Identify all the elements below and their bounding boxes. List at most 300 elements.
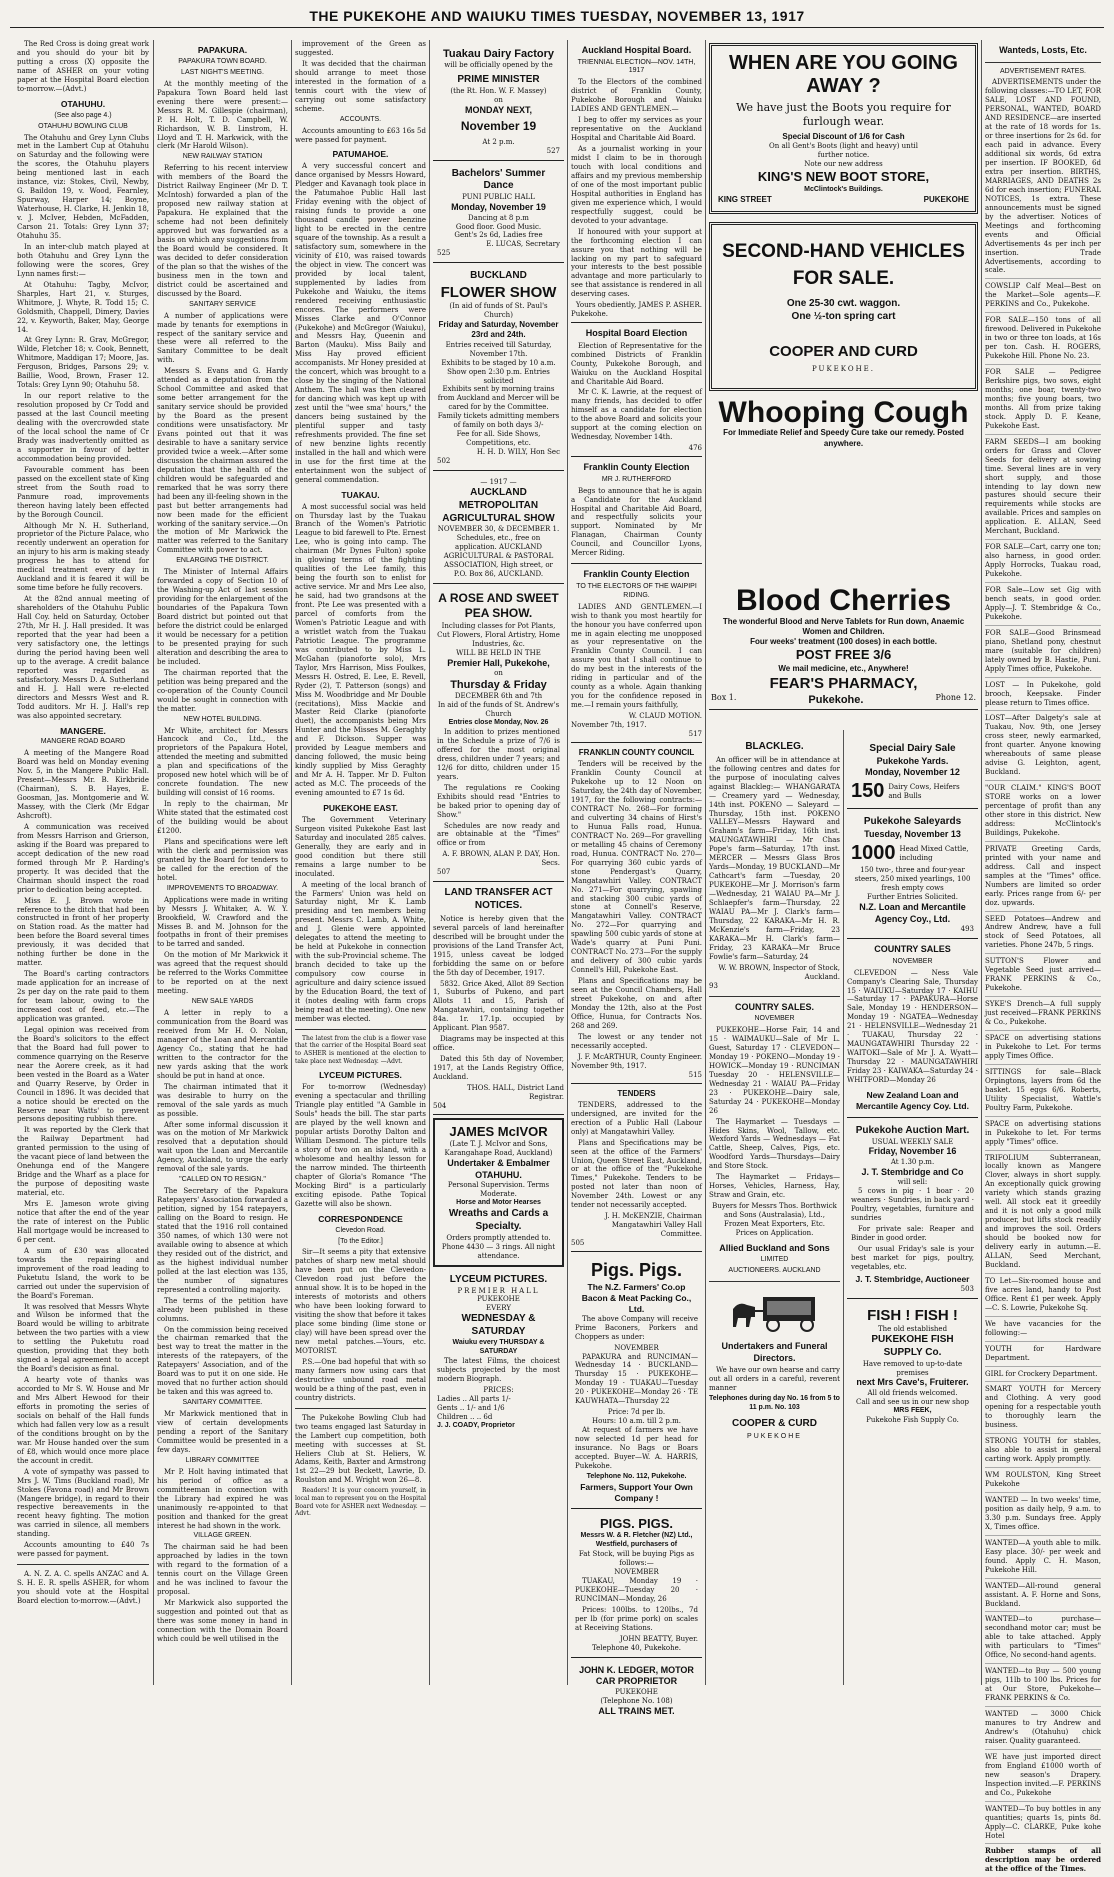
- article-paragraph: At the 82nd annual meeting of shareholders of the Otahuhu Public Hall Coy. held on Saturday, October 27th, Mr H. J. Hall presided. It was reported that the year had been a very satisfactory one, the lettings during the period having been well up to the average. A credit balance reported was regarded as satisfactory. Messrs D. A. Sutherland and H. J. Hall were re-elected directors and Messrs West and R. Todd auditors. Mr H. J. Hall's rep was also appointed secretary.: [17, 595, 149, 720]
- article-paragraph: At Grey Lynn: R. Grav, McGregor, Wilde, Fletcher 18; v. Cook, Bennett, Whitmore, Maddigan 17; Moore, Jas. Ferguson, Bridges, Parsons 29; v. Baillie, Wood, Brown, Fraser 12. Totals: Grey Lynn 90; Otahuhu 58.: [17, 336, 149, 390]
- classified-ad: TO Let—Six-roomed house and five acres land, handy to Post Office. Rent £1 per week. Apply—C. S. Lowrie, Pukekohe Sq.: [985, 1277, 1101, 1317]
- advert-title: FLOWER SHOW: [440, 284, 557, 302]
- advert-date: Thursday & Friday: [450, 679, 547, 692]
- advert-text: We mail medicine, etc., Anywhere!: [778, 663, 909, 673]
- classified-ad: FOR SALE—Good Brinsmead piano, Shetland pony, chestnut mare (suitable for children) lately owned by B. Hastie, Puni. Apply Times office, Pukekohe.: [985, 629, 1101, 678]
- advert-text: MONDAY NEXT,: [464, 104, 533, 115]
- advert-text: PRICES:: [483, 1385, 514, 1394]
- subheading: NEW SALE YARDS: [191, 998, 254, 1006]
- advert-text: W. CLAUD MOTION.: [628, 712, 702, 721]
- advert-text: Telephones during day No. 16 from 5 to 11 p.m. No. 103: [709, 1395, 840, 1412]
- classified-ad: COWSLIP Calf Meal—Best on the Market—Sole agents—F. PERKINS and Co., Pukekohe.: [985, 282, 1101, 313]
- advert-text: PUKEKOHE FISH SUPPLY Co.: [871, 1333, 954, 1358]
- advert-text: Dated this 5th day of November, 1917, at the Lands Registry Office, Auckland.: [433, 1055, 564, 1082]
- column-classifieds: [982, 40, 1104, 1874]
- article-paragraph: The Government Veterinary Surgeon visited Pukekohe East last Saturday and inoculated 285 calves. Generally, they are early and in good condition but there still remains a large number to be inoculated.: [295, 815, 426, 878]
- article-paragraph: P.S.—One bad hopeful that with so many farmers now using cars that destructive unbound road metal would be a thing of the past, even in country districts.: [295, 1357, 426, 1402]
- advert-number: 1000: [851, 841, 896, 864]
- advert-text: TENDERS, addressed to the undersigned, are invited for the erection of a Public Hall (Labour only) at Mangatawhiri Valley.: [571, 1100, 702, 1136]
- subheading: (See also page 4.): [54, 111, 112, 119]
- advert-text: TRIENNIAL ELECTION—NOV. 14TH, 1917: [577, 58, 696, 75]
- advert-text: CLEVEDON — Ness Vale Company's Clearing Sale, Thursday 15 · WAIUKU—Saturday 17 · KAIHU—Saturday 17 · PAPAKURA—Horse Sale, Monday 19 · HENDERSON—Monday 19 · NGATEA—Wednesday 21 · HELENSVILLE—Wednesday 21 · TUAKAU, Thursday 22 · MAUNGATAWHIRI Thursday 22 · WAITOKI—Sale of Mr J. A. Wyatt—Thursday 22 · MAUNGATAWHIRI Friday 23 · KAIWAKA—Saturday 24 · WHITFORD—Monday 26: [847, 968, 978, 1085]
- classified-ad: GIRL for Crockery Department.: [985, 1370, 1101, 1383]
- advert-text: I beg to offer my services as your representative on the Auckland Hospital and Charitable Aid Board.: [571, 116, 702, 143]
- advert-text: At request of farmers we have now selected 1d per head for insurance. No Bags or Boars accepted. Buyer—W. A. HARRIS, Pukekohe.: [575, 1426, 698, 1470]
- advert-title: Tuakau Dairy Factory: [442, 48, 555, 60]
- article-paragraph: The latest from the club is a flower vase that the carrier of the Hospital Board seat to ASHER is mentioned at the election to take place next Wednesday. —Advt.: [295, 1034, 426, 1065]
- franklin-council-tenders: [571, 748, 702, 1084]
- subheading: NEW HOTEL BUILDING.: [183, 715, 262, 723]
- subheading: Clevedon Road.: [335, 1226, 386, 1234]
- article-paragraph: Miss E. J. Brown wrote in reference to the ditch that had been constructed in front of her property on Station road. As the matter had been before the Board several times previously, it was decided that nothing further be done in the matter.: [17, 896, 149, 968]
- advert-date: Friday, November 16: [868, 1146, 957, 1157]
- divider: [709, 996, 840, 997]
- advert-ref: 515: [688, 1070, 702, 1079]
- advert-text: Dairy Cows, Heifers and Bulls: [888, 782, 960, 800]
- advert-text: Plans and Specifications may be seen at the office of the Farmers' Union, Queen Street East, Auckland, or at the office of the "Pukekohe Times," Pukekohe. Tenders to be posted not later than noon of November 24th. Lowest or any tender not necessarily accepted.: [571, 1138, 702, 1210]
- article-paragraph: At Otahuhu: Tagby, McIvor, Sharples, Hart 21, v. Sturges, Whitmore, J. Whyte, R. Todd 15; C. Goldsmith, Chappell, Dimery, Davies 22, v. Keyworth, Baker, May, George 14.: [17, 280, 149, 334]
- fish-supply-advert: [847, 1302, 978, 1429]
- article-paragraph: A communication was received from Messrs Harrison and Grierson, asking if the Board was prepared to accept dedication of the new road formed through Mr P. Harding's property. It was decided that the Chairman should inspect the road prior to dedication being accepted.: [17, 822, 149, 894]
- classified-ad: WANTED—to purchase—secondhand motor car; must be able to take attached. Apply with particulars to "Times" Office, No second-hand agents.: [985, 1615, 1101, 1664]
- article-paragraph: Messrs S. Evans and G. Hardy attended as a deputation from the School Committee and asked that some better arrangement for the sanitary service should be provided by the Board as the present conditions were unsatisfactory. Mr Evans pointed out that it was desirable to have a sanitary service provided twice a week.—After some discussion the chairman assured the deputation that the health of the children would be safeguarded and remarked that he was sorry there had been any ill-feeling shown in the past but better arrangements had now been made for the efficient working of the sanitary service.—On the motion of Mr Markwick the matter was referred to the Sanitary Committee with power to act.: [157, 367, 288, 555]
- classified-ad: FOR Sale—Low set Gig with bench seats, in good order. Apply—J. T. Stembridge & Co., Pukekohe.: [985, 586, 1101, 626]
- advert-title: COUNTRY SALES.: [734, 1001, 814, 1012]
- ledger-motor-advert: [571, 1661, 702, 1721]
- classified-ad: YOUTH for Hardware Department.: [985, 1345, 1101, 1367]
- advert-text: DECEMBER 6th and 7th: [454, 692, 543, 701]
- divider: [295, 1029, 426, 1030]
- advert-text: PUKEKOHE.: [811, 365, 876, 374]
- article-paragraph: Accounts amounting to £63 16s 5d were passed for payment.: [295, 126, 426, 144]
- classified-ad: STRONG YOUTH for stables, also able to assist in general carting work. Apply promptly.: [985, 1437, 1101, 1468]
- advert-text: NOVEMBER: [754, 1015, 795, 1023]
- article-paragraph: Accounts amounting to £40 7s were passed for payment.: [17, 1541, 149, 1559]
- advert-text: — 1917 —: [480, 478, 517, 487]
- blood-cherries-advert: [709, 583, 978, 710]
- column-patumahoe-tuakau: [292, 40, 429, 1685]
- advert-text: Exhibits sent by morning trains from Auckland and Mercer will be cared for by the Committee.: [437, 385, 560, 412]
- advert-text: Orders promptly attended to.: [446, 1233, 551, 1242]
- advert-text: The regulations re Cooking Exhibits should read "Entries to be baked prior to opening day of Show.": [437, 783, 560, 819]
- advert-text: Box 1.: [711, 693, 737, 703]
- article-paragraph: Plans and specifications were left with the clerk and permission was granted by the Board for tenders to be called for the erection of the hotel.: [157, 837, 288, 882]
- tenders-notice: [571, 1089, 702, 1252]
- divider: [709, 1281, 840, 1282]
- divider: [17, 1564, 149, 1565]
- subheading: IMPROVEMENTS TO BROADWAY.: [166, 884, 279, 892]
- advert-text: Tenders will be received by the Franklin County Council at Pukekohe up to 12 Noon on Saturday, the 24th day of November, 1917, for the following contracts:— CONTRACT No. 268—For forming and culverting 34 chains of Hirst's to Hunua Falls road, Hunua. CONTRACT No. 269—For gravelling or metalling 45 chains of Ceremony road, Hunua. CONTRACT No. 270—For quarrying 360 cubic yards of stone Pendergast's Quarry, Mangatawhiri Valley. CONTRACT No. 271—For quarrying, spawling and stacking 300 cubic yards of stone at Connell's Reserve, Mangatawhiri Valley. CONTRACT No. 272—For quarrying and spawling 500 cubic yards of stone at Wade's quarry at Puni Puni. CONTRACT No. 273—For the supply and delivery of 300 cubic yards Connell's Hill, Pukekohe East.: [571, 760, 702, 975]
- advert-ref: 503: [960, 1284, 974, 1293]
- advert-text: J. J. COADY, Proprietor: [437, 1421, 515, 1429]
- advert-text: Hours: 10 a.m. till 2 p.m.: [592, 1417, 681, 1426]
- article-paragraph: Mr P. Holt having intimated that his period of office as a committeeman in connection with the Library had expired he was unanimously re-appointed to that position and thanked for the great interest he had shown in the work.: [157, 1467, 288, 1530]
- saleyards-advert: [847, 812, 978, 939]
- advert-text: Waiuku every THURSDAY & SATURDAY: [452, 1338, 545, 1355]
- advert-ref: 493: [960, 925, 974, 934]
- advert-text: Schedules, etc., free on application. AUCKLAND AGRICULTURAL & PASTORAL ASSOCIATION, High street, or P.O. Box 86, AUCKLAND.: [443, 534, 554, 579]
- advert-title: Undertakers and Funeral Directors.: [721, 1341, 828, 1363]
- advert-text: Telephone 40, Pukekohe.: [591, 1643, 682, 1652]
- hearse-illustration: [709, 1287, 840, 1336]
- country-sales-list: [847, 944, 978, 1118]
- article-paragraph: Mrs E. Jameson wrote giving notice that after the end of the year the rate of interest on the Public Hall mortgage would be increased to 6 per cent.: [17, 1200, 149, 1244]
- advert-text: The latest Films, the choicest subjects projected by the most modern Biograph.: [437, 1356, 560, 1383]
- advert-text: Fat Stock, will be buying Pigs as follows:—: [578, 1550, 695, 1568]
- divider: [985, 62, 1101, 63]
- advert-text: The old established: [877, 1325, 948, 1334]
- classified-ad: WANTED — 3000 Chick manures to try Andrew and Andrew's (Otahuhu) chick raiser. Quality guaranteed.: [985, 1710, 1101, 1750]
- classified-ad: WANTED—All-round general assistant. A. F. Horne and Sons, Buckland.: [985, 1582, 1101, 1613]
- classified-ad: SPACE on advertising stations in Pukekohe to let. For terms apply "Times" office.: [985, 1120, 1101, 1151]
- classified-list: [985, 282, 1101, 1844]
- advert-text: Diagrams may be inspected at this office.: [433, 1035, 564, 1053]
- advert-ref: 505: [571, 1239, 585, 1248]
- advert-title: LYCEUM PICTURES.: [449, 1273, 548, 1285]
- advert-text: The Haymarket — Fridays—Horses, Vehicles, Harness, Hay, Straw and Grain, etc.: [709, 1173, 840, 1200]
- advert-text: further notice.: [817, 151, 870, 160]
- advert-text: In aid of the funds of St. Andrew's Church: [437, 701, 560, 719]
- classified-ad: FOR SALE — Pedigree Berkshire pigs, two sows, eight months; one boar, twenty-two months; five young boars, two months. All from prize taking stock. Apply D. F. Keane, Pukekohe East.: [985, 368, 1101, 435]
- article-paragraph: In an inter-club match played at both Otahuhu and Grey Lynn the following were the scores, Grey Lynn names first:—: [17, 242, 149, 278]
- subheading: OTAHUHU BOWLING CLUB: [38, 122, 128, 130]
- advert-title: Franklin County Election: [583, 569, 690, 580]
- advert-text: PUKEKOHE: [615, 1687, 658, 1696]
- column-elections: [568, 40, 705, 1716]
- advert-text: November 9th, 1917.: [571, 1061, 647, 1070]
- advert-text: Plans and Specifications may be seen at the Council Chambers, Hall street Pukekohe, on and after Monday the 12th, also at the Post Office, Hunua, for Contracts Nos. 268 and 269.: [571, 977, 702, 1030]
- article-paragraph: Applications were made in writing by Messrs J. Whitaker, A. W. Y. Brookfield, W. Crawford and the Misses B. and M. Johnson for the footpaths in front of their premises to be tarred and sanded.: [157, 895, 288, 949]
- advert-text: KING'S NEW BOOT STORE,: [757, 169, 930, 185]
- advert-text: 150 two-, three and four-year steers, 250 mixed yearlings, 100 fresh empty cows: [854, 866, 971, 893]
- lyceum-pictures-advert: [433, 1270, 564, 1435]
- advert-text: MR J. RUTHERFORD: [601, 475, 672, 483]
- advert-title: FRANKLIN COUNTY COUNCIL: [578, 747, 695, 757]
- advert-text: Call and see us in our new shop: [856, 1397, 969, 1406]
- advert-text: PUKEKOHE: [923, 194, 969, 204]
- advert-text: The above Company will receive Prime Baconers, Porkers and Choppers as under:: [575, 1314, 698, 1341]
- advert-text: 5 cows in pig · 1 boar · 20 weaners · Sundries, in back yard · Poultry, vegetables, furniture and sundries: [851, 1187, 974, 1223]
- article-paragraph: It was reported by the Clerk that the Railway Department had granted permission to the using of the vacant piece of land between the Onehunga end of the Mangere Bridge and the Wharf as a place for the purpose of depositing waste material, etc.: [17, 1126, 149, 1198]
- subheading: MANGERE ROAD BOARD: [40, 738, 126, 746]
- classified-ad: WM ROULSTON, King Street Pukekohe: [985, 1471, 1101, 1493]
- advert-text: TUAKAU, Monday 19 · PUKEKOHE—Tuesday 20 · RUNCIMAN—Monday, 26: [575, 1577, 698, 1603]
- advert-text: Including classes for Pot Plants, Cut Flowers, Floral Artistry, Home Industries, &c.: [437, 621, 560, 648]
- advert-text: Phone 12.: [935, 693, 976, 703]
- advert-text: FEAR'S PHARMACY,: [769, 675, 918, 693]
- article-paragraph: The Board's carting contractors made application for an increase of 2s per day on the rate paid to them for team labour, owing to the increased cost of feed, etc.—The application was granted.: [17, 970, 149, 1023]
- classified-ad: FARM SEEDS—I am booking orders for Grass and Clover Seeds for delivery at sowing time. Several lines are in very short supply, and those intending to lay down new pastures should secure their requirements while stocks are available. Prices and samples on application. E. ALLAN, Seed Merchant, Buckland.: [985, 438, 1101, 540]
- advert-text: An officer will be in attendance at the following centres and dates for the purpose of inoculating calves against Blackleg:— WHANGARATA — Creamery yard — Wednesday, 14th inst. POKENO — Saleyard — Thursday, 15th inst. POKENO VALLEY—Messrs Hayward and Graham's farm—Friday, 16th inst. MAUNGATAWHIRI — Mr Chas Pope's farm—Saturday, 17th inst. MERCER — Messrs Glass Bros Yards—Monday, 19 BUCKLAND—Mr Cathcart's farm —Tuesday, 20 PUKEKOHE—Mr J. Morrison's farm—Wednesday, 21 WAIAU PA—Mr J. Schlaepfer's farm—Thursday, 22 WAIAU PA—Mr J. Clark's farm—Thursday, 22 KARAKA—Mr H. R. McKenzie's farm—Friday, 23 KARAKA—Mr H. Clark's farm—Friday, 23 KARAKA—Mr Bruce Fowlie's farm—Saturday, 24: [709, 755, 840, 961]
- advert-text: Farmers, Support Your Own Company !: [580, 1481, 693, 1503]
- article-paragraph: Legal opinion was received from the Board's solicitors to the effect that the Board had full power to commence quarrying on the Reserve near the Aorere creek, as it had been vested in the Board as a Water and Quarry Reserve, by Order in Council in 1896. It was decided that a notice should be erected on the Reserve near Watts' to prevent persons depositing rubbish there.: [17, 1025, 149, 1124]
- advert-ref: 502: [437, 457, 451, 466]
- advert-text: Ladies .. All parts 1/-: [437, 1394, 511, 1403]
- subheading: VILLAGE GREEN.: [193, 1532, 252, 1540]
- advert-text: WILL BE HELD IN THE: [456, 648, 541, 657]
- advert-text: BUCKLAND: [470, 270, 527, 282]
- classifieds-heading: Wanteds, Losts, Etc.: [999, 45, 1087, 55]
- classified-ad: SPACE on advertising stations in Pukekohe to Let. For terms apply Times Office.: [985, 1034, 1101, 1065]
- article-paragraph: Referring to his recent interview with members of the Board the District Railway Engineer (Mr D. T. McIntosh) forwarded a plan of the proposed new railway station at Papakura. He explained that the scheme had not been definitely approved but was forwarded as a basis on which any suggestions from the Board would be considered. It was decided to defer consideration of the plan so that the wishes of the business men in the town and district could be ascertained and discussed by the Board.: [157, 164, 288, 298]
- advert-text: PRIME MINISTER: [457, 74, 540, 86]
- subheading: PAPAKURA TOWN BOARD.: [178, 57, 267, 65]
- advert-title: FISH ! FISH !: [867, 1306, 958, 1324]
- advert-ref: 527: [546, 146, 560, 155]
- advert-text: Note our new address: [804, 160, 883, 169]
- advert-ref: 93: [709, 981, 718, 990]
- advert-text: Personal Supervision. Terms Moderate.: [447, 1181, 550, 1199]
- section-heading: TUAKAU.: [341, 489, 380, 500]
- advert-text: One 25-30 cwt. waggon.: [786, 298, 901, 310]
- article-paragraph: Readers! It is your concern yourself, in local man to represent you on the Hospital Board vote for ASHER next Wednesday. —Advt.: [295, 1487, 426, 1518]
- advert-text: next Mrs Cave's, Fruiterer.: [856, 1377, 969, 1388]
- advert-text: The lowest or any tender not necessarily accepted.: [571, 1032, 702, 1050]
- advert-text: OTAHUHU.: [475, 1169, 522, 1180]
- advert-date: NOVEMBER 30, & DECEMBER 1.: [437, 525, 560, 534]
- advert-text: Buyers for Messrs Thos. Borthwick and Sons (Australasia), Ltd.,: [712, 1202, 837, 1220]
- subheading: LIBRARY COMMITTEE: [185, 1456, 260, 1464]
- advert-title: JOHN K. LEDGER, MOTOR CAR PROPRIETOR: [579, 1664, 694, 1687]
- article-paragraph: A letter in reply to a communication from the Board was received from Mr H. O. Nolan, manager of the Loan and Mercantile Agency Co., stating that he had written to the contractor for the new yards asking that the work should be put in hand at once.: [157, 1009, 288, 1080]
- article-paragraph: The chairman reported that the petition was being prepared and the co-operation of the County Council would be sought in connection with the matter.: [157, 668, 288, 713]
- advert-text: Exhibits to be staged by 10 a.m. Show open 2:30 p.m. Entries solicited: [441, 358, 556, 385]
- article-paragraph: Mr Markwick mentioned that in view of certain developments pending a report of the Sanitary Committee would be presented in a few days.: [157, 1410, 288, 1454]
- advert-title: BLACKLEG.: [745, 741, 804, 752]
- advert-text: Horse and Motor Hearses: [456, 1199, 541, 1207]
- section-heading: PATUMAHOE.: [332, 149, 389, 160]
- advert-date: Monday, November 12: [865, 767, 960, 778]
- section-heading: OTAHUHU.: [60, 98, 106, 109]
- advert-text: (In aid of funds of St. Paul's Church): [449, 302, 548, 320]
- advert-text: Undertaker & Embalmer: [447, 1158, 550, 1169]
- advert-text: Premier Hall, Pukekohe,: [447, 657, 550, 668]
- advert-text: Pukekohe Yards.: [876, 755, 949, 766]
- advert-text: COOPER AND CURD: [769, 342, 918, 360]
- column-otahuhu-mangere: [14, 40, 152, 1685]
- advert-text: The wonderful Blood and Nerve Tablets for Run down, Anaemic Women and Children.: [722, 616, 965, 636]
- advert-text: will be officially opened by the: [444, 61, 553, 70]
- subheading: NEW RAILWAY STATION: [182, 153, 263, 161]
- advert-text: 5832. Grice Aked, Allot 89 Section 1, Suburbs of Pukeno, and part Allots 11 and 15, Parish of Mangatawhiri, containing together 84a. 1r. 17.1p. occupied by Applicant. Plan 9587.: [433, 979, 564, 1033]
- advert-text: Good floor. Good Music.: [455, 222, 542, 231]
- special-dairy-sale-advert: [847, 739, 978, 809]
- advert-text: Gents .. 1/- and 1/6: [437, 1403, 505, 1412]
- classified-ad: FOR SALE—150 tons of all firewood. Delivered in Pukekohe in two or three ton loads, at 16s per ton. Cash. H. ROGERS, Pukekohe Hill. Phone No. 23.: [985, 316, 1101, 365]
- classified-ad: TRIFOLIUM Subterranean, locally known as Mangere Clover, always in short supply. An exceptionally quick growing variety which stands grazing well. All stock eat it greedily and it is not only a good milk producer, but lifts stock readily and improves the soil. Orders should be booked now for delivery early in autumn.—E. ALLAN, Seed Merchant, Buckland.: [985, 1154, 1101, 1274]
- advert-title: Franklin County Election: [583, 462, 690, 473]
- land-transfer-notice: [433, 887, 564, 1115]
- article-paragraph: The Otahuhu and Grey Lynn Clubs met in the Lambert Cup at Otahuhu on Saturday and the following were the scores, the Otahuhu players being mentioned last in each instance, viz: Stokes, Civil, Newby, G. Baildon 19, v. Wood, Fearnley, Spurway, Harper 14; Boyne, Waterhouse, H. Clarke, H. Jenkin 18, v. J. McIver, Hebden, McFadden, Carson 21. Totals: Grey Lynn 37; Otahuhu 35.: [17, 133, 149, 240]
- advert-title: Bachelors' Summer Dance: [451, 167, 546, 192]
- advert-text: We have our own hearse and carry out all orders in a careful, reverent manner: [709, 1366, 840, 1393]
- anzac-advert: A. N. Z. A. C. spells ANZAC and A. S. H. E. R. spells ASHER, for whom you should vote at the Hospital Board election to-morrow.—(Advt.): [17, 1570, 149, 1606]
- article-paragraph: At the monthly meeting of the Papakura Town Board held last evening there were present:—Messrs R. M. Gillespie (chairman), P. H. Holt, T. D. Campbell, W. Richardson, W. B. Linstrom, H. Lloyd and T. H. Markwick, with the clerk (Mr Harold Wilson).: [157, 79, 288, 151]
- article-paragraph: On the commission being received the chairman remarked that the best way to treat the matter in the interests of the ratepayers, of the Ratepayers' Association, and of the Board was to put it on one side. He moved that no further action should be taken and this was agreed to.: [157, 1325, 288, 1397]
- advert-text: POST FREE 3/6: [795, 647, 892, 663]
- classified-ad: "OUR CLAIM." KING'S BOOT STORE works on a lower percentage of profit than any other store in this district. New address: McClintock's Buildings, Pukekohe.: [985, 784, 1101, 842]
- advert-text: JOHN BEATTY, Buyer.: [619, 1634, 698, 1643]
- advert-text: For Immediate Relief and Speedy Cure take our remedy. Posted anywhere.: [723, 428, 964, 448]
- divider: [295, 1408, 426, 1409]
- article-paragraph: Mr Markwick also supported the suggestion and pointed out that as there was some money in hand in connection with the Domain Board which could be well utilised in the: [157, 1599, 288, 1643]
- fletcher-pigs-advert: [571, 1512, 702, 1658]
- advert-text: on: [494, 669, 503, 678]
- advert-text: will sell:: [897, 1178, 928, 1187]
- classified-ad: PRIVATE Greeting Cards, printed with your name and address. Call and inspect samples at the "Times" office. Numbers are limited so order early. Prices range from 6/- per doz. upwards.: [985, 845, 1101, 912]
- advert-text: Entries received till Saturday, November 17th.: [445, 340, 552, 358]
- classified-ad: LOST—After Dalgety's sale at Tuakau, Nov. 9th, one Jersey cross steer, newly earmarked, front quarter. Anyone knowing whereabouts of same please advise G. Leighton, agent, Buckland.: [985, 714, 1101, 781]
- article-paragraph: The chairman said he had been approached by ladies in the town with regard to the formation of a tennis court on the Village Green and he was inclined to favour the proposal.: [157, 1543, 288, 1597]
- advert-ref: 517: [688, 730, 702, 739]
- advert-text: Messrs W. & R. Fletcher (NZ) Ltd., Westfield, purchasers of: [580, 1532, 693, 1549]
- article-paragraph: The terms of the petition have already been published in these columns.: [157, 1296, 288, 1323]
- article-paragraph: A meeting of the local branch of the Farmers' Union was held on Saturday night, Mr K. Lamb presiding and ten members being present. Messrs C. Lamb, A. White, and J. Glenie were appointed delegates to attend the meeting to be held at Pukekohe in connection with the sub-Provincial scheme. The branch decided to take up the compulsory cow course in agriculture and dairy science issued by the Education Board, the text of it (notes dealing with farm crops being read at the meeting). One new member was elected.: [295, 880, 426, 1023]
- subheading: ACCOUNTS.: [339, 115, 382, 123]
- column-sales: [844, 736, 981, 1685]
- advert-text: Election of Representative for the combined Districts of Franklin County, Pukekohe Borough, and Waiuku on the Auckland Hospital and Charitable Aid Board.: [571, 341, 702, 386]
- advert-text: The N.Z. Farmers' Co.op Bacon & Meat Packing Co., Ltd.: [581, 1282, 692, 1314]
- advert-text: Head Mixed Cattle, including: [899, 844, 969, 862]
- advert-title: AUCKLAND METROPOLITAN AGRICULTURAL SHOW: [442, 487, 555, 524]
- advert-text: PAPAKURA and RUNCIMAN—Wednesday 14 · BUCKLAND—Thursday 15 · PUKEKOHE—Monday 19 · TUAKAU—Tuesday 20 · PUKEKOHE—Monday 26 · TE KAUWHATA—Thursday 22: [575, 1352, 698, 1406]
- advert-text: Telephone No. 112, Pukekohe.: [586, 1472, 687, 1480]
- advert-number: 150: [851, 779, 885, 802]
- advert-text: Allied Buckland and Sons: [719, 1242, 830, 1253]
- advert-text: WEDNESDAY & SATURDAY: [461, 1313, 536, 1338]
- advert-text: J. H. McKENZIE, Chairman Mangatawhiri Valley Hall Committee.: [605, 1212, 702, 1239]
- advert-text: Gent's 2s 6d, Ladies free: [454, 231, 543, 240]
- rates-heading: ADVERTISEMENT RATES.: [1000, 67, 1086, 75]
- classified-ad: WANTED—A youth able to milk. Easy place. 30/- per week and found. Apply C. H. Mason, Pukekohe Hill.: [985, 1539, 1101, 1579]
- advert-title: Auckland Hospital Board.: [581, 45, 692, 55]
- subheading: SANITARY COMMITTEE.: [182, 1399, 263, 1407]
- advert-text: Mr C. K. Lawrie, at the request of many friends, has decided to offer himself as a candidate for election to the above Board and solicits your support at the coming election on Wednesday, November 14th.: [571, 388, 702, 442]
- advert-text: Notice is hereby given that the several parcels of land hereinafter described will be brought under the provisions of the Land Transfer Act, 1915, unless caveat be lodged forbidding the same on or before the 5th day of December, 1917.: [433, 914, 564, 977]
- advert-title: Whooping Cough: [718, 395, 969, 429]
- advert-title: PIGS. PIGS.: [600, 1515, 673, 1531]
- advert-title: Hospital Board Election: [585, 328, 688, 339]
- advert-title: Pigs. Pigs.: [590, 1260, 683, 1281]
- flower-show-advert: [433, 266, 564, 471]
- subheading: LAST NIGHT'S MEETING.: [181, 68, 264, 76]
- advert-text: If honoured with your support at the forthcoming election I can assure you that nothing will be lacking on my part to safeguard your interests to the best possible advantage and more particularly to see that assistance is rendered in all deserving cases.: [571, 227, 702, 299]
- article-paragraph: A hearty vote of thanks was accorded to Mr S. W. House and Mr and Mrs Albert Hewood for their efforts in promoting the series of socials on behalf of the Hall funds which had fallen very low as a result of the conditions brought on by the war. Mr House handed over the sum of £8, which would once more place the account in credit.: [17, 1376, 149, 1465]
- classified-ad: WE have just imported direct from England £1000 worth of new season's Drapery. Inspection invited.—F. PERKINS and Co., Pukekohe: [985, 1753, 1101, 1802]
- column-blackleg: [706, 736, 843, 1685]
- section-heading: PUKEKOHE EAST.: [323, 803, 398, 813]
- advert-text: (the Rt. Hon. W. F. Massey): [450, 86, 547, 95]
- advert-title: Pukekohe Saleyards: [863, 816, 962, 828]
- advert-text: NOVEMBER: [614, 1343, 659, 1352]
- classified-ad: SEED Potatoes—Andrew and Andrew Andrew, have a full stock of Seed Potatoes, all varieties. Phone 247b, 5 rings.: [985, 915, 1101, 955]
- section-heading: PAPAKURA.: [197, 45, 248, 55]
- advert-text: E. LUCAS, Secretary: [486, 240, 560, 249]
- advert-text: KING STREET: [718, 194, 772, 204]
- auction-mart-advert: [847, 1121, 978, 1299]
- agricultural-show-advert: [433, 474, 564, 584]
- advert-text: J. F. McARTHUR, County Engineer.: [577, 1052, 702, 1061]
- masthead: THE PUKEKOHE AND WAIUKU TIMES TUESDAY, NOVEMBER 13, 1917: [10, 8, 1104, 28]
- subheading: [To the Editor.]: [338, 1237, 383, 1245]
- vehicles-advert: [709, 222, 978, 391]
- advert-ref: 504: [433, 1101, 447, 1110]
- advert-text: NOVEMBER: [614, 1568, 659, 1577]
- classified-ad: SITTINGS for sale—Black Orpingtons, layers from 6d the basket. 15 eggs 6/6. Roberts, Utility Specialist, Wattle's Poultry Farm, Pukekohe.: [985, 1068, 1101, 1117]
- advert-title: LAND TRANSFER ACT NOTICES.: [444, 887, 553, 912]
- boot-store-advert: [709, 43, 978, 214]
- advert-text: Pukekohe.: [571, 310, 608, 319]
- advert-text: Four weeks' treatment (100 doses) in each bottle.: [750, 636, 937, 646]
- advert-text: November 7th, 1917.: [571, 721, 647, 730]
- advert-text: A. F. BROWN, ALAN P. DAY, Hon. Secs.: [442, 850, 560, 868]
- classified-ad: SUTTON'S Flower and Vegetable Seed just arrived—FRANK PERKINS & Co., Pukekohe.: [985, 957, 1101, 997]
- advert-text: In addition to prizes mentioned in the Schedule a prize of 7/6 is offered for the most original dress, children under 7 years; and 12/6 for ditto, children under 15 years.: [437, 728, 560, 781]
- advert-text: PUNI PUBLIC HALL: [462, 193, 535, 202]
- article-paragraph: A vote of sympathy was passed to Mrs J. W. Tims (Buckland road), Mr Stokes (Favona road) and Mr Brown (Mangere bridge), in regard to their respective bereavements in the recent heavy fighting. The motion was carried in silence, all members standing.: [17, 1467, 149, 1539]
- advert-text: Dancing at 8 p.m: [468, 213, 529, 222]
- advert-text: (Telephone No. 108): [600, 1696, 673, 1705]
- advert-text: On all Gent's Boots (light and heavy) until: [769, 142, 918, 151]
- article-paragraph: improvement of the Green as suggested.: [295, 40, 426, 57]
- pigs-advert: [571, 1255, 702, 1509]
- column-papakura: [154, 40, 291, 1685]
- advert-text: Frozen Meat Exporters, Etc.: [723, 1220, 825, 1229]
- tuakau-dairy-advert: [433, 43, 564, 161]
- advert-text: MRS FEEK,: [893, 1406, 932, 1414]
- advert-text: At 1.30 p.m.: [890, 1158, 935, 1166]
- advert-text: Pukekohe Fish Supply Co.: [866, 1415, 959, 1424]
- advert-title: SECOND-HAND VEHICLES FOR SALE.: [722, 241, 965, 289]
- classified-ad: FOR SALE—Cart, carry one ton; also harness, in good order. Apply Horrocks, Tuakau road, Pukekohe.: [985, 543, 1101, 583]
- asher-advert: The Red Cross is doing great work and you should do your bit by putting a cross (X) opposite the name of ASHER on your voting paper at the Hospital Board election to-morrow.—(Advt.): [17, 40, 149, 93]
- article-paragraph: Favourable comment has been passed on the excellent state of King street from the South road to Panmure road, improvements thereon having lately been effected by the Borough Council.: [17, 465, 149, 519]
- article-paragraph: Mr White, architect for Messrs Hancock and Co., Ltd., the proprietors of the Papakura Hotel, attended the meeting and submitted a plan and specifications of the proposed new hotel which will be of concrete foundation. The new building will consist of 16 rooms.: [157, 726, 288, 798]
- section-heading: LYCEUM PICTURES.: [319, 1070, 402, 1081]
- classified-ad: SYKE'S Drench—A full supply just received—FRANK PERKINS & Co., Pukekohe.: [985, 1000, 1101, 1031]
- article-paragraph: In reply to the chairman, Mr White stated that the estimated cost of the building would be about £1200.: [157, 800, 288, 835]
- advert-text: Schedules are now ready and are obtainable at the "Times" office or from: [437, 821, 560, 848]
- advert-text: W. W. BROWN, Inspector of Stock, Auckland.: [718, 963, 840, 981]
- wide-advert-area: [706, 40, 981, 580]
- advert-title: COUNTRY SALES: [874, 944, 951, 955]
- article-paragraph: Although Mr N. H. Sutherland, proprietor of the Picture Palace, who recently underwent an operation for an injury to his arm is making steady progress he has to attend for medical treatment every day in Auckland and it is feared it will be some time before he fully recovers.: [17, 521, 149, 593]
- column-notices: [430, 40, 567, 1685]
- mcivor-undertaker-advert: [433, 1118, 564, 1267]
- article-paragraph: The Pukekohe Bowling Club had two teams engaged last Saturday in the Lambert cup competition, both meeting with successes at St. Heliers Club at St. Heliers, W. Adams, Keith, Baxter and Armstrong 1st 22—29 but Beckett, Lawrie, D. Roulston and M. Wright won 26—8.: [295, 1413, 426, 1485]
- blood-cherries-area: [706, 580, 981, 730]
- article-paragraph: On the motion of Mr Markwick it was agreed that the request should be referred to the Works Committee to be reported on at the next meeting.: [157, 951, 288, 996]
- advert-text: Yours obediently, JAMES P. ASHER.: [575, 301, 702, 310]
- advert-text: PUKEKOHE—Horse Fair, 14 and 15 · WAIMAUKU—Sale of Mr L. Guest, Saturday 17 · CLEVEDON—Monday 19 · POKENO—Monday 19 · HOWICK—Monday 19 · RUNCIMAN Tuesday 20 · HELENSVILLE—Wednesday 21 · WAIAU PA—Friday 23 · PUKEKOHE—Dairy sale, Saturday 24 · PUKEKOHE—Monday 26: [709, 1026, 840, 1115]
- advert-text: Prices on Application.: [735, 1229, 814, 1238]
- article-paragraph: The Minister of Internal Affairs forwarded a copy of Section 10 of the Washing-up Act of last session providing for the enlargement of the boundaries of the Papakura Town Board district but pointed out that before the district could be enlarged it would be necessary for a petition to be presented praying for such alteration and describing the area to be included.: [157, 568, 288, 666]
- rose-show-advert: [433, 587, 564, 882]
- franklin-election-notice-2: [571, 569, 702, 743]
- advert-text: (Late T. J. McIvor and Sons, Karangahape Road, Auckland): [444, 1140, 553, 1158]
- article-paragraph: A most successful social was held on Thursday last by the Tuakau Branch of the Women's Patriotic League to bid farewell to Pte. Ernest Lee, who is going into camp. The chairman (Mr Dynes Fulton) spoke in glowing terms of the fighting qualities of the Lee family, this being the fourth son to enlist for active service. Mr and Mrs Lee also, he said, had two grandsons at the front. Pte Lee was presented with a parcel of comforts from the Women's Patriotic League and with a wristlet watch from the Tuakau Patriotic League. The programme was contributed to by Miss L. McGahan (pianoforte solo), Mrs Taylor, Mrs Harrison, Miss Foulkes, Messrs H. Ostred, E. Lee, E. Revell, Ryder (2), T. Patterson (songs) and Miss M. Woodbridge and Mr Double (recitations), Miss Mackie and Master Reid Clarke (pianoforte duet), the accompanists being Mrs Hunter and the Misses M. Geraghty and F. Dickson. Supper was provided by League members and dancing followed, the music being kindly supplied by Miss Geraghty and Mr A. H. Tapper. Mr D. Fulton acted as M.C. The proceeds of the evening amounted to £7 1s 6d.: [295, 502, 426, 798]
- advert-title: TENDERS: [617, 1088, 656, 1098]
- advert-text: At 2 p.m.: [482, 137, 515, 146]
- advert-text: McClintock's Buildings.: [804, 185, 883, 193]
- advert-text: on: [494, 95, 503, 104]
- advert-text: LIMITED: [760, 1256, 789, 1264]
- article-paragraph: A number of applications were made by tenants for exemptions in respect of the sanitary service and these were all referred to the Sanitary Committee to be dealt with.: [157, 311, 288, 365]
- subheading: "CALLED ON TO RESIGN.": [179, 1176, 266, 1184]
- advert-title: WHEN ARE YOU GOING AWAY ?: [729, 52, 958, 97]
- advert-title: Special Dairy Sale: [869, 743, 956, 754]
- article-paragraph: After some informal discussion it was on the motion of Mr Markwick resolved that a deputation should wait upon the Loan and Mercantile Agency, Auckland, to urge the early removal of the sale yards.: [157, 1120, 288, 1174]
